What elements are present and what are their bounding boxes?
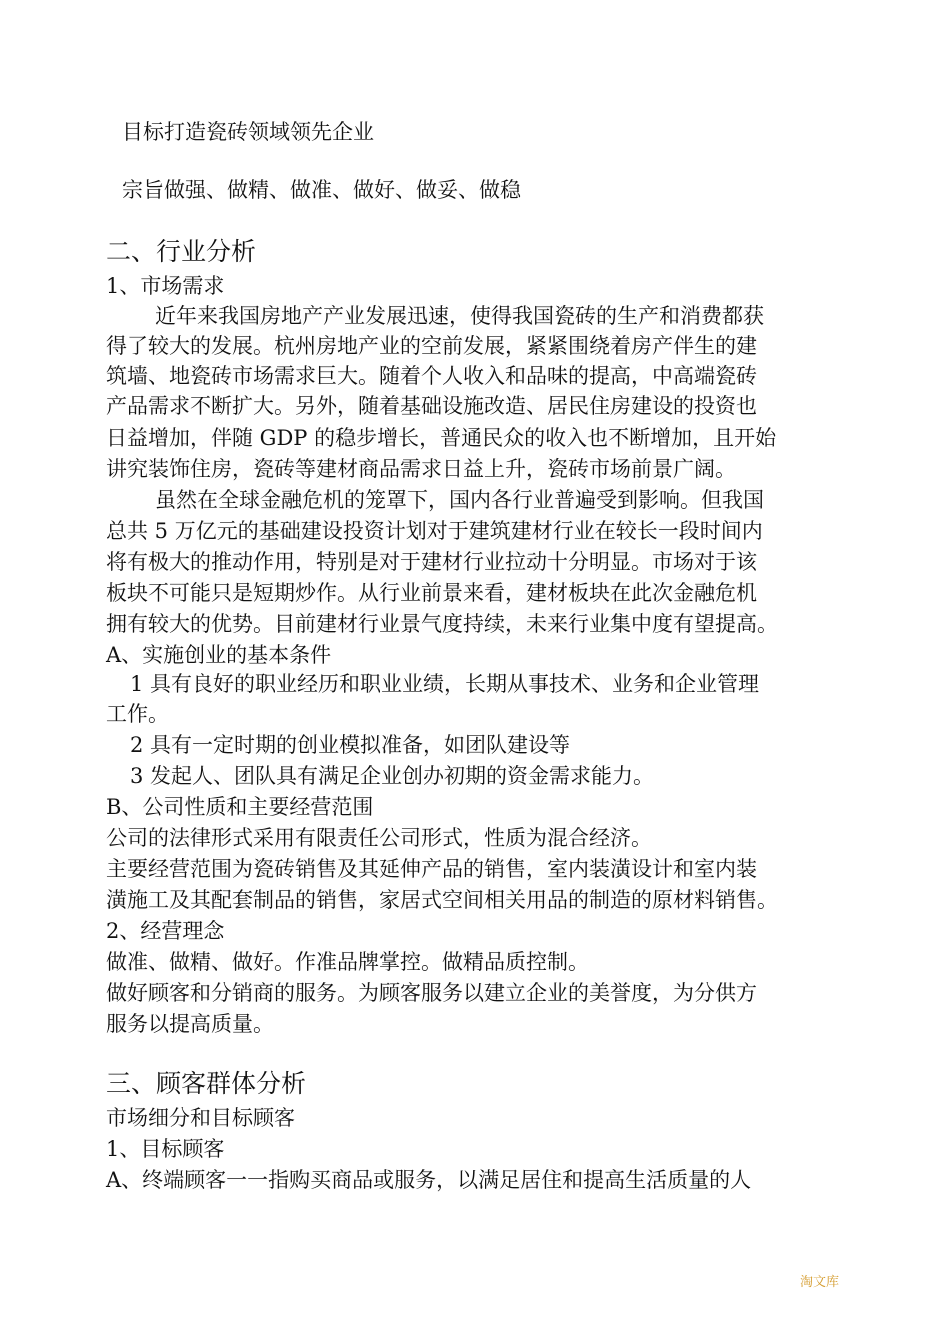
- paragraph-line: 产品需求不断扩大。另外，随着基础设施改造、居民住房建设的投资也: [106, 394, 757, 418]
- paragraph-line: 板块不可能只是短期炒作。从行业前景来看，建材板块在此次金融危机: [106, 581, 757, 605]
- paragraph-line: 得了较大的发展。杭州房地产业的空前发展，紧紧围绕着房产伴生的建: [106, 334, 757, 358]
- nature-text: 公司的法律形式采用有限责任公司形式，性质为混合经济。: [106, 826, 652, 850]
- paragraph-line: 筑墙、地瓷砖市场需求巨大。随着个人收入和品味的提高，中高端瓷砖: [106, 364, 757, 388]
- philosophy-heading: 2、经营理念: [106, 919, 225, 943]
- philosophy-text: 做好顾客和分销商的服务。为顾客服务以建立企业的美誉度，为分供方: [106, 981, 757, 1005]
- paragraph-line: 虽然在全球金融危机的笼罩下，国内各行业普遍受到影响。但我国: [155, 488, 764, 512]
- paragraph-line: 讲究装饰住房，瓷砖等建材商品需求日益上升，瓷砖市场前景广阔。: [106, 457, 736, 481]
- condition-item-continued: 工作。: [106, 702, 169, 726]
- scope-text: 潢施工及其配套制品的销售，家居式空间相关用品的制造的原材料销售。: [106, 888, 778, 912]
- condition-item: 3 发起人、团队具有满足企业创办初期的资金需求能力。: [130, 764, 655, 788]
- section-2-title: 二、行业分析: [106, 237, 257, 266]
- paragraph-line: 总共 5 万亿元的基础建设投资计划对于建筑建材行业在较长一段时间内: [106, 519, 763, 543]
- condition-item: 1 具有良好的职业经历和职业业绩，长期从事技术、业务和企业管理: [130, 672, 760, 696]
- condition-item: 2 具有一定时期的创业模拟准备，如团队建设等: [130, 733, 571, 757]
- scope-text: 主要经营范围为瓷砖销售及其延伸产品的销售，室内装潢设计和室内装: [106, 857, 757, 881]
- philosophy-text: 服务以提高质量。: [106, 1012, 274, 1036]
- conditions-heading: A、实施创业的基本条件: [106, 643, 332, 667]
- nature-heading: B、公司性质和主要经营范围: [106, 795, 374, 819]
- target-heading: 1、目标顾客: [106, 1137, 225, 1161]
- purpose-line: 宗旨做强、做精、做准、做好、做妥、做稳: [122, 178, 521, 202]
- goal-line: 目标打造瓷砖领域领先企业: [122, 120, 374, 144]
- paragraph-line: 将有极大的推动作用，特别是对于建材行业拉动十分明显。市场对于该: [106, 550, 757, 574]
- paragraph-line: 拥有较大的优势。目前建材行业景气度持续，未来行业集中度有望提高。: [106, 612, 778, 636]
- target-text: A、终端顾客一一指购买商品或服务，以满足居住和提高生活质量的人: [106, 1168, 752, 1192]
- philosophy-text: 做准、做精、做好。作准品牌掌控。做精品质控制。: [106, 950, 589, 974]
- paragraph-line: 日益增加，伴随 GDP 的稳步增长，普通民众的收入也不断增加，且开始: [106, 426, 777, 450]
- section-3-title: 三、顾客群体分析: [106, 1069, 307, 1098]
- section-3-subtitle: 市场细分和目标顾客: [106, 1106, 295, 1130]
- market-demand-heading: 1、市场需求: [106, 274, 225, 298]
- watermark-text: 淘文库: [800, 1275, 840, 1290]
- paragraph-line: 近年来我国房地产产业发展迅速，使得我国瓷砖的生产和消费都获: [155, 304, 764, 328]
